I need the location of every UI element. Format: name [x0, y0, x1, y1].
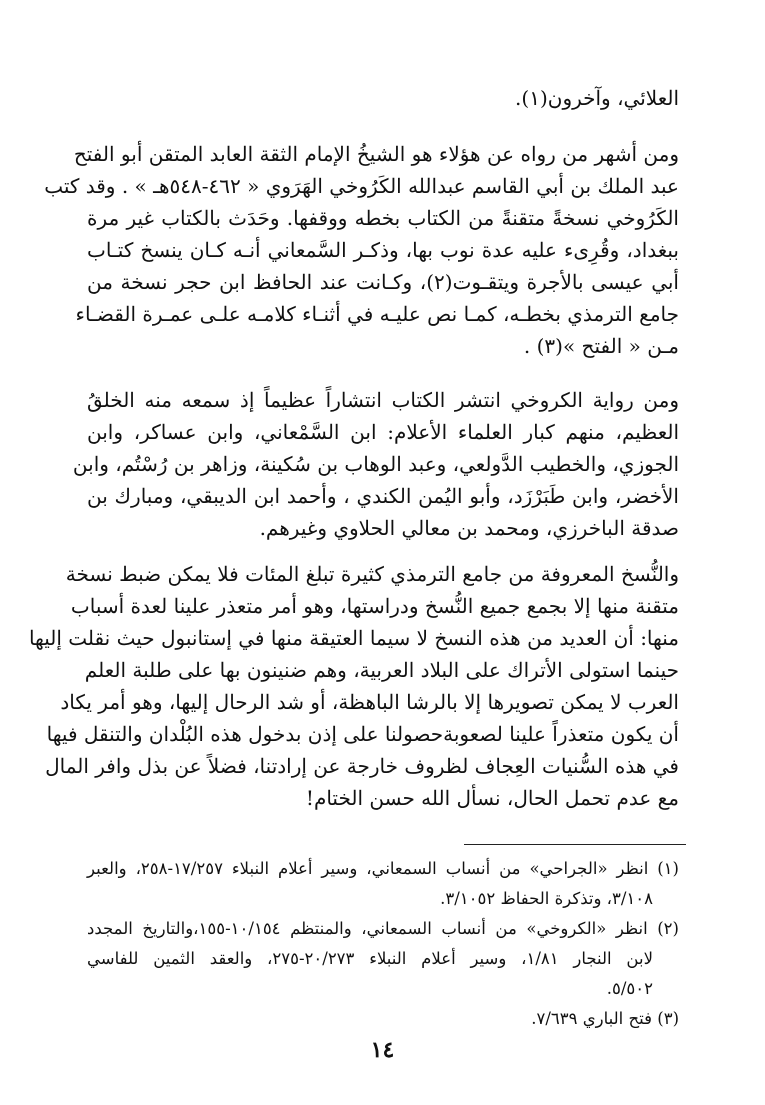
paragraph-2-line-6: جامع الترمذي بخطـه، كمـا نص عليـه في أثنـاء كلامـه علـى عمـرة القضـاء: [75, 302, 679, 326]
footnote-1-line-1: (١) انظر «الجراحي» من أنساب السمعاني، وسير أعلام النبلاء ١٧/٢٥٧-٢٥٨، والعبر: [87, 859, 679, 878]
paragraph-4-line-1: والنُّسخ المعروفة من جامع الترمذي كثيرة تبلغ المئات فلا يمكن ضبط نسخة: [65, 562, 679, 586]
paragraph-3-line-5: صدقة الباخرزي، ومحمد بن معالي الحلاوي وغيرهم.: [259, 516, 679, 540]
footnote-2-line-1: (٢) انظر «الكروخي» من أنساب السمعاني، والمنتظم ١٠/١٥٤-١٥٥،والتاريخ المجدد: [87, 919, 679, 938]
paragraph-4-line-6: أن يكون متعذراً علينا لصعوبةحصولنا على إذن بدخول هذه البُلْدان والتنقل فيها: [46, 722, 679, 746]
paragraph-4-line-8: مع عدم تحمل الحال، نسأل الله حسن الختام!: [305, 786, 679, 810]
footnote-3-line-1: (٣) فتح الباري ٧/٦٣٩.: [531, 1009, 679, 1028]
paragraph-2-line-5: أبي عيسى بالأجرة ويتقـوت(٢)، وكـانت عند الحافظ ابن حجر نسخة من: [87, 270, 679, 294]
paragraph-2-line-2: عبد الملك بن أبي القاسم عبدالله الكَرُوخي الهَرَوي « ٤٦٢-٥٤٨هـ » . وقد كتب: [44, 174, 679, 198]
paragraph-1-line-1: العلائي، وآخرون(١).: [515, 86, 679, 110]
paragraph-4-line-3: منها: أن العديد من هذه النسخ لا سيما العتيقة منها في إستانبول حيث نقلت إليها: [28, 626, 679, 650]
paragraph-2-line-1: ومن أشهر من رواه عن هؤلاء هو الشيخُ الإمام الثقة العابد المتقن أبو الفتح: [73, 142, 679, 166]
paragraph-2-line-3: الكَرُوخي نسخةً متقنةً من الكتاب بخطه ووقفها. وحَدَث بالكتاب غير مرة: [87, 206, 679, 230]
paragraph-4-line-5: العرب لا يمكن تصويرها إلا بالرشا الباهظة، أو شد الرحال إليها، وهو أمر يكاد: [60, 690, 679, 714]
paragraph-3-line-3: الجوزي، والخطيب الدَّولعي، وعبد الوهاب بن سُكينة، وزاهر بن رُسْتُم، وابن: [72, 452, 679, 476]
paragraph-2-line-7: مـن « الفتح »(٣) .: [523, 334, 679, 358]
page-number: ١٤: [370, 1037, 395, 1063]
paragraph-3-line-1: ومن رواية الكروخي انتشر الكتاب انتشاراً عظيماً إذ سمعه منه الخلقُ: [87, 388, 679, 412]
paragraph-2-line-4: ببغداد، وقُرِىء عليه عدة نوب بها، وذكـر السَّمعاني أنـه كـان ينسخ كتـاب: [87, 238, 679, 262]
paragraph-4-line-2: متقنة منها إلا بجمع جميع النُّسخ ودراستها، وهو أمر متعذر علينا لعدة أسباب: [70, 594, 679, 618]
footnote-separator: [464, 844, 686, 845]
paragraph-3-line-4: الأخضر، وابن طَبَرْزَد، وأبو اليُمن الكندي ، وأحمد ابن الديبقي، ومبارك بن: [87, 484, 679, 508]
footnote-2-line-3: ٥/٥٠٢.: [606, 979, 653, 998]
footnote-1-line-2: ٣/١٠٨، وتذكرة الحفاظ ٣/١٠٥٢.: [440, 889, 653, 908]
paragraph-3-line-2: العظيم، منهم كبار العلماء الأعلام: ابن السَّمْعاني، وابن عساكر، وابن: [87, 420, 679, 444]
paragraph-4-line-4: حينما استولى الأتراك على البلاد العربية، وهم ضنينون بها على طلبة العلم: [84, 658, 679, 682]
paragraph-4-line-7: في هذه السُّنيات العِجاف لظروف خارجة عن إرادتنا، فضلاً عن بذل وافر المال: [45, 754, 679, 778]
footnote-2-line-2: لابن النجار ١/٨١، وسير أعلام النبلاء ٢٠/٢٧٣-٢٧٥، والعقد الثمين للفاسي: [87, 949, 653, 968]
